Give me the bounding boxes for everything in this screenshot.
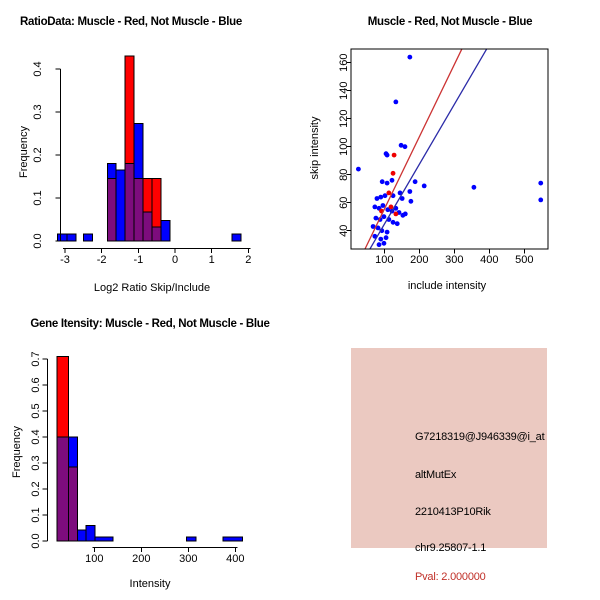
scatter-point-not-muscle [538,198,543,203]
x-tick-label: 1 [208,254,215,266]
hist-bar-blue [116,170,125,241]
scatter-point-not-muscle [407,189,412,194]
scatter-point-not-muscle [538,181,543,186]
y-axis-title: Frequency [18,126,30,178]
x-axis-title: Log2 Ratio Skip/Include [93,282,211,294]
y-tick-label: 0.5 [30,403,42,419]
hist-bar-blue [161,220,170,241]
x-tick-label: 500 [515,254,534,266]
gene-name-text: 2210413P10Rik [415,506,491,518]
y-axis-title: Frequency [11,426,23,478]
scatter-point-not-muscle [385,153,390,158]
hist-bar-overlap [108,179,116,241]
intensity-scatter-chart [300,0,600,300]
ratio-histogram-panel [0,0,300,300]
hist-bar-overlap [152,227,161,241]
intensity-scatter-panel [300,0,600,300]
gene-info-box [351,348,547,583]
x-tick-label: 300 [445,254,464,266]
y-tick-label: 0.4 [32,61,44,77]
y-tick-label: 0.6 [30,377,42,393]
gene-intensity-histogram-chart [0,300,300,600]
scatter-point-not-muscle [383,193,388,198]
scatter-point-not-muscle [422,184,427,189]
hist-bar-overlap [57,437,68,541]
x-tick-label: 300 [179,553,198,565]
y-tick-label: 160 [338,53,350,72]
scatter-point-not-muscle [382,241,387,246]
y-tick-label: 0.3 [30,455,42,471]
event-type-text: altMutEx [415,469,457,481]
scatter-point-not-muscle [374,216,379,221]
hist-bar-blue [95,537,113,541]
gene-intensity-histogram-panel [0,300,300,600]
y-tick-label: 60 [338,196,350,209]
x-tick-label: -3 [60,254,70,266]
scatter-point-not-muscle [385,181,390,186]
chart-title: Muscle - Red, Not Muscle - Blue [367,16,533,28]
x-tick-label: 200 [132,553,151,565]
scatter-point-not-muscle [378,195,383,200]
x-axis-title: include intensity [407,280,487,292]
x-tick-label: 2 [245,254,252,266]
hist-bar-blue [186,537,195,541]
y-tick-label: 0.1 [30,507,42,523]
scatter-point-muscle [391,171,396,176]
chart-title: RatioData: Muscle - Red, Not Muscle - Blue [20,16,242,28]
y-tick-label: 80 [338,168,350,181]
muscle-fit-line [365,49,462,249]
y-tick-label: 120 [338,109,350,128]
x-tick-label: 100 [85,553,104,565]
scatter-point-not-muscle [393,100,398,105]
scatter-point-not-muscle [382,214,387,219]
scatter-point-not-muscle [372,205,377,210]
locus-text: chr9.25807-1.1 [415,542,487,554]
x-tick-label: 0 [171,254,179,266]
hist-bar-overlap [68,467,77,541]
x-tick-label: -1 [133,254,144,266]
scatter-point-not-muscle [409,199,414,204]
y-tick-label: 0.7 [30,351,42,367]
y-tick-label: 0.3 [32,104,44,120]
scatter-point-muscle [389,205,394,210]
x-axis-title: Intensity [129,578,171,590]
scatter-point-not-muscle [395,221,400,226]
y-tick-label: 0.2 [30,481,42,497]
scatter-point-not-muscle [378,237,383,242]
hist-bar-blue [232,234,241,241]
y-tick-label: 0.1 [32,190,44,206]
scatter-point-not-muscle [472,185,477,190]
x-tick-label: 400 [480,254,499,266]
y-tick-label: 40 [338,224,350,237]
y-tick-label: 0.0 [32,233,44,249]
x-tick-label: 200 [410,254,429,266]
hist-bar-blue [77,530,85,541]
scatter-point-not-muscle [403,144,408,149]
scatter-point-not-muscle [380,179,385,184]
probe-id-text: G7218319@J946339@i_at [415,431,545,443]
hist-bar-blue [67,234,76,241]
scatter-point-not-muscle [377,242,382,247]
x-tick-label: -2 [96,254,107,266]
scatter-point-not-muscle [407,55,412,60]
scatter-point-muscle [393,212,398,217]
scatter-point-not-muscle [391,220,396,225]
scatter-point-not-muscle [390,178,395,183]
scatter-point-not-muscle [385,230,390,235]
scatter-point-muscle [386,191,391,196]
gene-info-panel [300,300,600,600]
ratio-histogram-chart [0,0,300,300]
x-tick-label: 400 [226,553,245,565]
scatter-point-not-muscle [384,235,389,240]
y-tick-label: 0.2 [32,147,44,163]
x-tick-label: 100 [375,254,394,266]
y-tick-label: 0.4 [30,429,42,445]
scatter-point-muscle [392,153,397,158]
hist-bar-overlap [143,212,152,241]
hist-bar-blue [223,537,242,541]
not-muscle-fit-line [370,49,487,249]
scatter-point-not-muscle [356,167,361,172]
hist-bar-blue [58,234,67,241]
hist-bar-overlap [125,164,134,241]
chart-title: Gene Itensity: Muscle - Red, Not Muscle - Blue [30,318,270,330]
hist-bar-overlap [134,179,143,241]
pval-text: Pval: 2.000000 [415,571,486,583]
y-tick-label: 100 [338,137,350,156]
y-tick-label: 0.0 [30,533,42,549]
hist-bar-blue [83,234,92,241]
hist-bar-blue [86,526,95,541]
y-tick-label: 140 [338,81,350,100]
scatter-point-not-muscle [403,212,408,217]
scatter-point-not-muscle [413,179,418,184]
y-axis-title: skip intensity [309,116,321,180]
